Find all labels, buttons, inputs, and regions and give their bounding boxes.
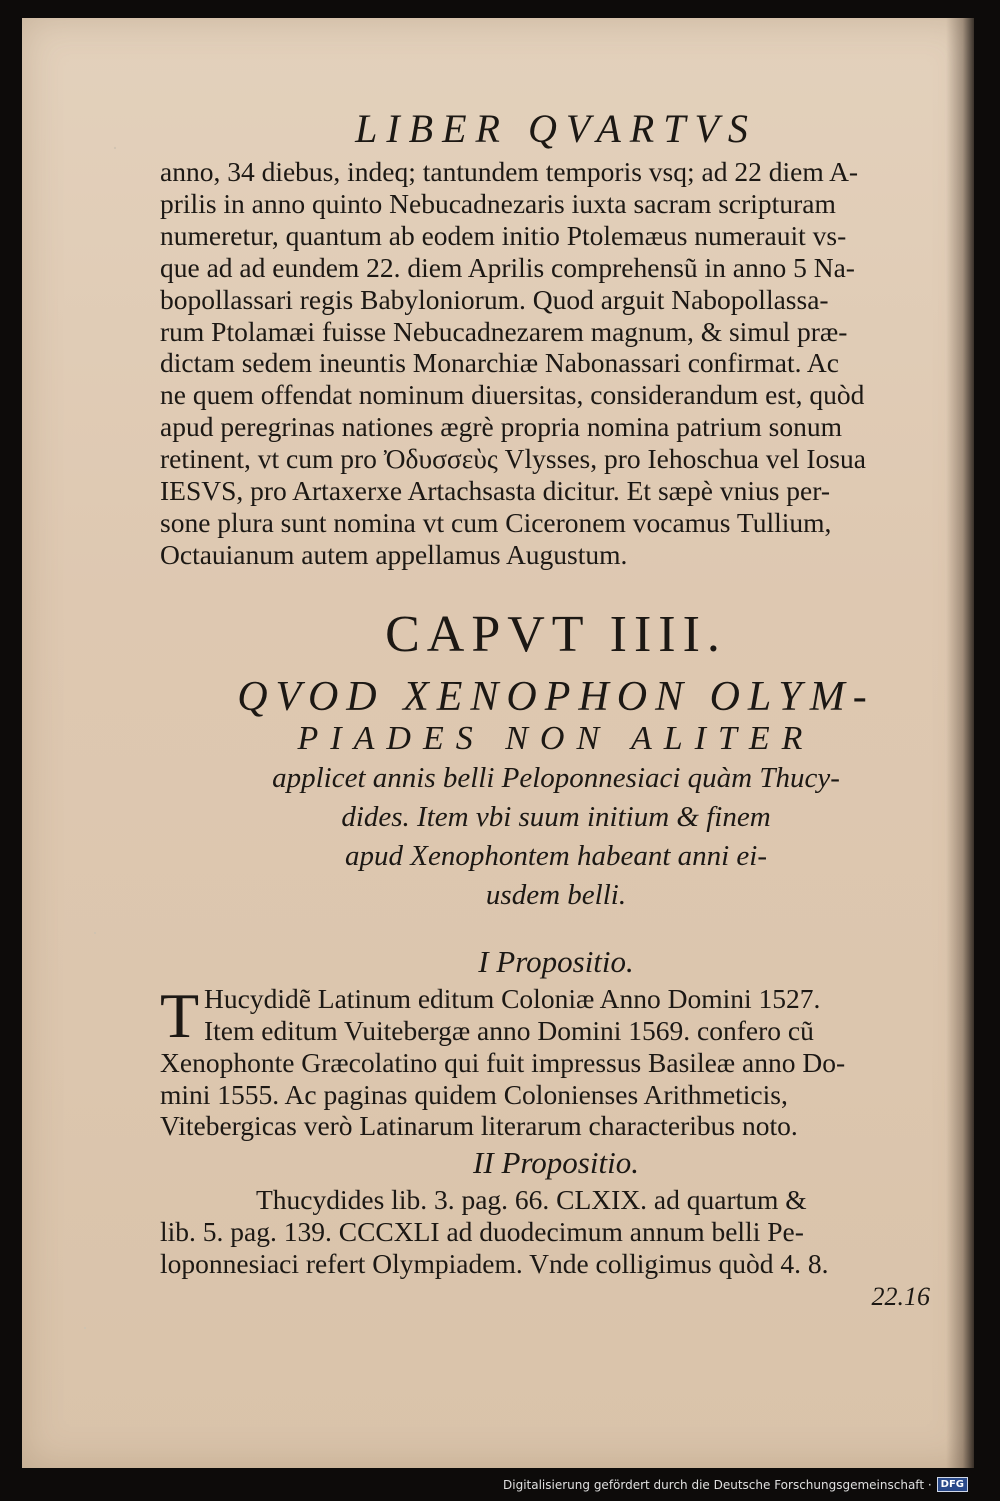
subtitle-caps-line: QVOD XENOPHON OLYM- xyxy=(237,673,875,720)
text-line: dictam sedem ineuntis Monarchiæ Nabonassari confirmat. Ac xyxy=(160,347,839,379)
text-line: numeretur, quantum ab eodem initio Ptolemæus numerauit vs- xyxy=(160,219,847,251)
chapter-subtitle xyxy=(160,675,952,915)
paper-speck: · xyxy=(112,138,118,158)
text-line: que ad ad eundem 22. diem Aprilis comprehensũ in anno 5 Na- xyxy=(160,251,855,283)
proposition-2-heading: II Propositio. xyxy=(473,1145,639,1181)
paper-speck: · xyxy=(82,1318,88,1338)
running-head: LIBER QVARTVS xyxy=(355,106,757,151)
subtitle-italic-line: apud Xenophontem habeant anni ei- xyxy=(344,839,768,872)
text-line: Vitebergicas verò Latinarum literarum characteribus noto. xyxy=(160,1110,798,1142)
text-line: sone plura sunt nomina vt cum Ciceronem vocamus Tullium, xyxy=(160,506,832,538)
text-line: Xenophonte Græcolatino qui fuit impressus Basileæ anno Do- xyxy=(160,1046,846,1078)
proposition-2-paragraph xyxy=(160,1184,952,1280)
dfg-logo-icon: DFG xyxy=(937,1477,968,1492)
proposition-1-paragraph xyxy=(160,979,952,1143)
text-line: prilis in anno quinto Nebucadnezaris iuxta sacram scripturam xyxy=(160,187,836,219)
text-line: bopollassari regis Babyloniorum. Quod arguit Nabopollassa- xyxy=(160,283,829,315)
paper-speck: · xyxy=(92,923,98,943)
drop-cap: T xyxy=(160,979,200,1051)
proposition-1-heading: I Propositio. xyxy=(478,943,634,979)
text-line: IESVS, pro Artaxerxe Artachsasta dicitur. Et sæpè vnius per- xyxy=(160,475,831,507)
text-line: loponnesiaci refert Olympiadem. Vnde colligimus quòd 4. 8. xyxy=(160,1248,829,1280)
text-line: lib. 5. pag. 139. CCCXLI ad duodecimum annum belli Pe- xyxy=(160,1216,804,1248)
intro-paragraph xyxy=(160,156,952,571)
catchword: 22.16 xyxy=(871,1282,930,1312)
chapter-title: CAPVT IIII. xyxy=(385,605,727,663)
text-line: Item editum Vuitebergæ anno Domini 1569. confero cũ xyxy=(204,1014,814,1046)
digitization-footer xyxy=(22,1468,974,1501)
text-line: retinent, vt cum pro Ὀδυσσεὺς Vlysses, pro Iehoschua vel Iosua xyxy=(160,443,866,475)
page-text xyxy=(160,104,952,1312)
subtitle-caps-line: PIADES NON ALITER xyxy=(297,719,815,757)
text-line: anno, 34 diebus, indeq; tantundem temporis vsq; ad 22 diem A- xyxy=(160,156,859,187)
text-line: Thucydides lib. 3. pag. 66. CLXIX. ad quartum & xyxy=(256,1184,807,1216)
footer-credit-text: Digitalisierung gefördert durch die Deutsche Forschungsgemeinschaft · xyxy=(503,1477,932,1492)
text-line: Octauianum autem appellamus Augustum. xyxy=(160,538,628,570)
text-line: apud peregrinas nationes ægrè propria nomina patrium sonum xyxy=(160,411,842,443)
text-line: mini 1555. Ac paginas quidem Colonienses Arithmeticis, xyxy=(160,1078,788,1110)
text-line: rum Ptolamæi fuisse Nebucadnezarem magnum, & simul præ- xyxy=(160,315,848,347)
subtitle-italic-line: applicet annis belli Peloponnesiaci quàm Thucy- xyxy=(272,761,840,794)
text-line: ne quem offendat nominum diuersitas, considerandum est, quòd xyxy=(160,379,865,411)
subtitle-italic-line: dides. Item vbi suum initium & finem xyxy=(341,800,771,833)
text-line: Hucydidẽ Latinum editum Coloniæ Anno Domini 1527. xyxy=(204,982,821,1014)
subtitle-italic-line: usdem belli. xyxy=(485,878,627,911)
